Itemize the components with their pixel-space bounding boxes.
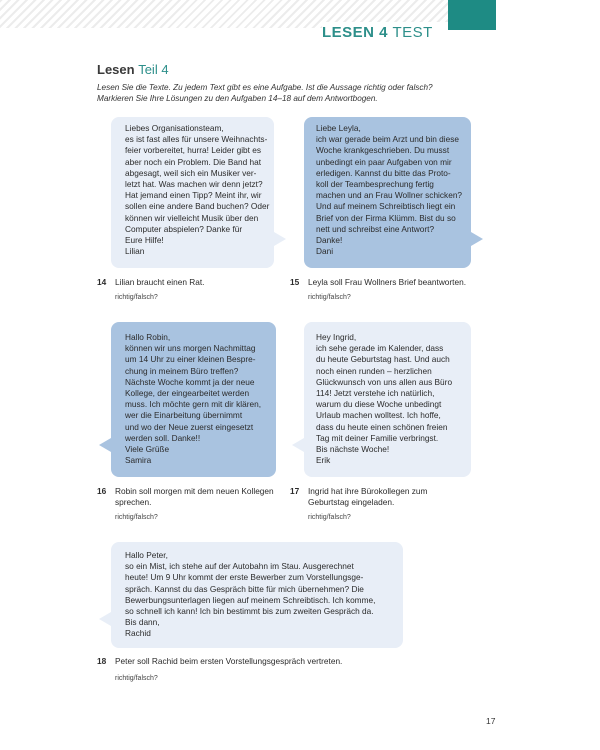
header-label-normal: TEST [392, 24, 433, 41]
bubble-tail-14 [274, 232, 286, 246]
bubble-tail-16 [99, 438, 111, 452]
task-answer-prompt: richtig/falsch? [115, 294, 158, 301]
message-line: letzt hat. Was machen wir denn jetzt? [125, 179, 263, 190]
bubble-tail-18 [99, 612, 111, 626]
bubble-tail-15 [471, 232, 483, 246]
task-statement: Lilian braucht einen Rat. [115, 277, 205, 287]
task-statement: Peter soll Rachid beim ersten Vorstellungsgespräch vertreten. [115, 656, 343, 666]
instructions-line-1: Lesen Sie die Texte. Zu jedem Text gibt es eine Aufgabe. Ist die Aussage richtig oder falsch? [97, 83, 433, 92]
task-statement [115, 486, 290, 508]
message-line: machen und an Frau Wollner schicken? [316, 190, 463, 201]
message-line: können wir vielleicht Musik über den [125, 212, 259, 223]
message-line: Bewerbungsunterlagen liegen auf meinem Schreibtisch. Ich komme, [125, 594, 376, 605]
task-answer-prompt: richtig/falsch? [115, 675, 158, 682]
message-line: und wo der Neue zuerst eingesetzt [125, 421, 254, 432]
message-line: muss. Ich möchte gern mit dir klären, [125, 399, 262, 410]
message-line: Brief von der Firma Klümm. Bist du so [316, 212, 456, 223]
message-line: Woche krankgeschrieben. Du musst [316, 145, 450, 156]
task-15 [290, 277, 500, 307]
message-line: Hallo Peter, [125, 550, 168, 560]
message-line: nett und schreibst eine Antwort? [316, 223, 435, 234]
message-line: warum du diese Woche unbedingt [316, 399, 442, 410]
message-line: Liebe Leyla, [316, 123, 361, 133]
message-line: sollen eine andere Band buchen? Oder [125, 201, 270, 212]
task-statement-line: Geburtstag eingeladen. [308, 497, 395, 507]
message-line: feier vorbereitet, hurra! Leider gibt es [125, 145, 262, 156]
message-line: unbedingt ein paar Aufgaben von mir [316, 156, 452, 167]
message-line: so schnell ich kann! Ich bin bestimmt bis zum zweiten Gespräch da. [125, 606, 374, 617]
message-line: können wir uns morgen Nachmittag [125, 343, 256, 354]
message-line: Danke! [316, 235, 343, 246]
header-label-bold: LESEN 4 [322, 24, 389, 41]
task-number: 15 [290, 277, 300, 287]
message-line: Hallo Robin, [125, 332, 171, 342]
message-line: heute! Um 9 Uhr kommt der erste Bewerber zum Vorstellungsge- [125, 572, 364, 583]
message-line: koll der Teambesprechung fertig [316, 179, 434, 190]
task-answer-prompt: richtig/falsch? [308, 514, 351, 521]
message-line: um 14 Uhr zu einer kleinen Bespre- [125, 354, 256, 365]
task-statement-line: Ingrid hat ihre Bürokollegen zum [308, 486, 428, 496]
message-line: Samira [125, 455, 152, 466]
message-line: Tag mit deiner Familie verbringst. [316, 432, 439, 443]
message-bubble-15 [304, 117, 471, 268]
message-line: erledigen. Kannst du bitte das Proto- [316, 167, 451, 178]
task-statement [308, 486, 483, 508]
message-line: Hey Ingrid, [316, 332, 357, 342]
bubble-tail-17 [292, 438, 304, 452]
message-bubble-17 [304, 322, 471, 477]
message-line: dass du heute einen schönen freien [316, 421, 448, 432]
section-title-sub: Teil 4 [138, 62, 169, 77]
message-line: Computer abspielen? Danke für [125, 223, 243, 234]
message-line: abgesagt, weil sich ein Musiker ver- [125, 167, 257, 178]
task-answer-prompt: richtig/falsch? [308, 294, 351, 301]
task-16 [97, 486, 287, 526]
message-line: Glückwunsch von uns allen aus Büro [316, 376, 453, 387]
message-line: Viele Grüße [125, 444, 170, 455]
message-line: Dani [316, 246, 334, 257]
message-bubble-16 [111, 322, 276, 477]
message-line: wer die Einarbeitung übernimmt [125, 410, 243, 421]
message-line: spräch. Kannst du das Gespräch bitte für mich übernehmen? Die [125, 583, 364, 594]
task-number: 17 [290, 486, 300, 496]
message-line: Bis nächste Woche! [316, 444, 390, 455]
message-line: Nächste Woche kommt ja der neue [125, 376, 255, 387]
message-line: so ein Mist, ich stehe auf der Autobahn im Stau. Ausgerechnet [125, 561, 354, 572]
task-18 [97, 656, 457, 686]
section-title-main: Lesen [97, 62, 135, 77]
message-line: ich sehe gerade im Kalender, dass [316, 343, 444, 354]
message-line: du heute Geburtstag hast. Und auch [316, 354, 450, 365]
message-line: ich war gerade beim Arzt und bin diese [316, 134, 459, 145]
message-line: werden soll. Danke!! [125, 432, 201, 443]
message-line: Erik [316, 455, 331, 466]
message-line: noch einen runden – herzlichen [316, 365, 432, 376]
task-number: 18 [97, 656, 107, 666]
task-statement: Leyla soll Frau Wollners Brief beantworten. [308, 277, 467, 287]
task-statement-line: Robin soll morgen mit dem neuen Kollegen [115, 486, 274, 496]
message-line: Lilian [125, 246, 145, 257]
task-17 [290, 486, 490, 526]
message-line: Eure Hilfe! [125, 235, 164, 246]
task-answer-prompt: richtig/falsch? [115, 514, 158, 521]
message-line: 114! Jetzt verstehe ich natürlich, [316, 388, 435, 399]
message-bubble-14 [111, 117, 274, 268]
page-number: 17 [486, 716, 496, 726]
message-bubble-18 [111, 542, 403, 648]
message-line: Rachid [125, 628, 151, 639]
message-line: Bis dann, [125, 617, 160, 628]
header-accent-block [448, 0, 496, 30]
message-line: Kollege, der eingearbeitet werden [125, 388, 250, 399]
task-number: 14 [97, 277, 107, 287]
instructions [97, 82, 517, 104]
instructions-line-2: Markieren Sie Ihre Lösungen zu den Aufgaben 14–18 auf dem Antwortbogen. [97, 94, 378, 103]
task-statement-line: sprechen. [115, 497, 152, 507]
message-line: chung in meinem Büro treffen? [125, 365, 239, 376]
section-title [97, 62, 169, 77]
message-line: Liebes Organisationsteam, [125, 123, 224, 133]
task-14 [97, 277, 287, 307]
message-line: Hat jemand einen Tipp? Meint ihr, wir [125, 190, 262, 201]
message-line: es ist fast alles für unsere Weihnachts- [125, 134, 268, 145]
message-line: Und auf meinem Schreibtisch liegt ein [316, 201, 456, 212]
task-number: 16 [97, 486, 107, 496]
message-line: Urlaub machen wolltest. Ich hoffe, [316, 410, 441, 421]
header-label [322, 22, 448, 44]
message-line: aber noch ein Problem. Die Band hat [125, 156, 262, 167]
